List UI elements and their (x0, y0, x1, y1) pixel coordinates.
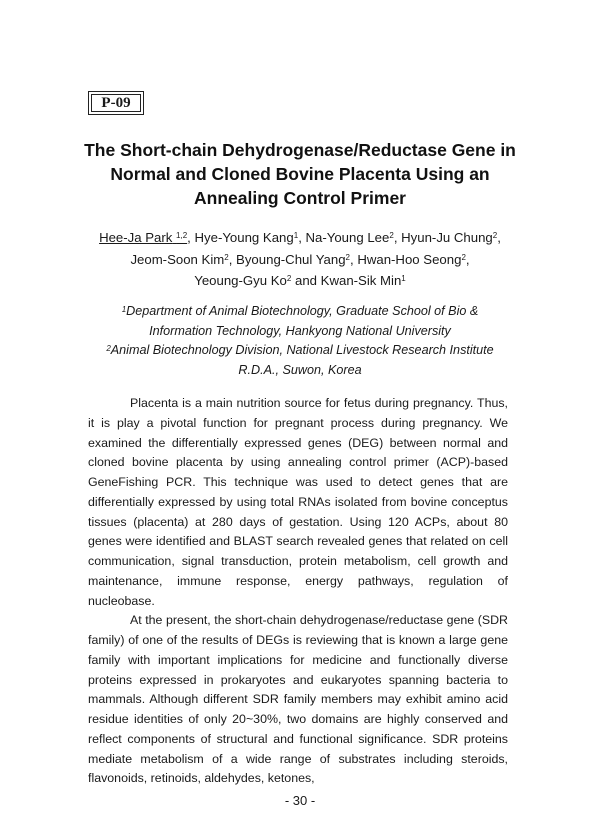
author-list (70, 227, 530, 292)
affiliations (80, 302, 520, 380)
author-name: Jeom-Soon Kim (130, 251, 225, 267)
affiliation-2-line-1: $^2$Animal Biotechnology Division, National Livestock Research Institute (106, 343, 494, 357)
abstract (88, 394, 508, 789)
author-line-3: Yeoung-Gyu Ko$^2$ and Kwan-Sik Min$^1$ (194, 273, 406, 288)
first-author: Hee-Ja Park $^{1,2}$ (99, 230, 188, 245)
page-number: - 30 - (284, 793, 316, 808)
abstract-paragraph-1: Placenta is a main nutrition source for fetus during pregnancy. Thus, it is play a pivotal function for pregnant process during pregnancy. We examined the differentially expressed genes (DEG) between normal and cloned bovine placenta by using annealing control primer (ACP)-based GeneFishing PCR. This technique was used to detect genes that are differentially expressed by using total RNAs isolated from bovine conceptus tissues (placenta) at 280 days of gestation. Using 120 ACPs, about 80 genes were identified and BLAST search revealed genes that related on cell communication, signal transduction, protein metabolism, cell growth and maintenance, immune response, energy pathways, regulation of nucleobase. (88, 396, 508, 608)
author-line-2: Jeom-Soon Kim$^2$, Byoung-Chul Yang$^2$, Hwan-Hoo Seong$^2$, (130, 251, 470, 267)
poster-tag (88, 91, 144, 115)
paper-title (60, 138, 540, 210)
author-name: Hye-Young Kang (194, 230, 294, 245)
affiliation-1-line-1: $^1$Department of Animal Biotechnology, Graduate School of Bio & (121, 304, 479, 318)
author-line-1: Hee-Ja Park $^{1,2}$, Hye-Young Kang$^1$, Na-Young Lee$^2$, Hyun-Ju Chung$^2$, (99, 230, 501, 245)
title-line-2: Normal and Cloned Bovine Placenta Using an (110, 164, 490, 184)
author-name: Kwan-Sik Min (320, 273, 402, 288)
author-name: Byoung-Chul Yang (236, 251, 346, 267)
poster-tag-label: P-09 (91, 94, 141, 112)
author-name: Na-Young Lee (305, 230, 390, 245)
title-line-3: Annealing Control Primer (194, 188, 406, 208)
abstract-paragraph-2: At the present, the short-chain dehydrogenase/reductase gene (SDR family) of one of the results of DEGs is reviewing that is known a large gene family with important implications for medicine and functionally diverse proteins expressed in prokaryotes and eukaryotes spanning bacteria to mammals. Although different SDR family members may exhibit amino acid residue identities of only 20~30%, two domains are highly conserved and reflect components of structural and functional significance. SDR proteins mediate metabolism of a wide range of substrates including steroids, flavonoids, retinoids, aldehydes, ketones, (88, 613, 508, 786)
title-line-1: The Short-chain Dehydrogenase/Reductase Gene in (84, 140, 516, 160)
author-name: Yeoung-Gyu Ko (194, 273, 287, 288)
author-name: Hwan-Hoo Seong (357, 251, 462, 267)
author-name: Hyun-Ju Chung (401, 230, 493, 245)
affiliation-2-line-2: R.D.A., Suwon, Korea (238, 362, 362, 377)
affiliation-1-line-2: Information Technology, Hankyong National University (149, 323, 451, 338)
